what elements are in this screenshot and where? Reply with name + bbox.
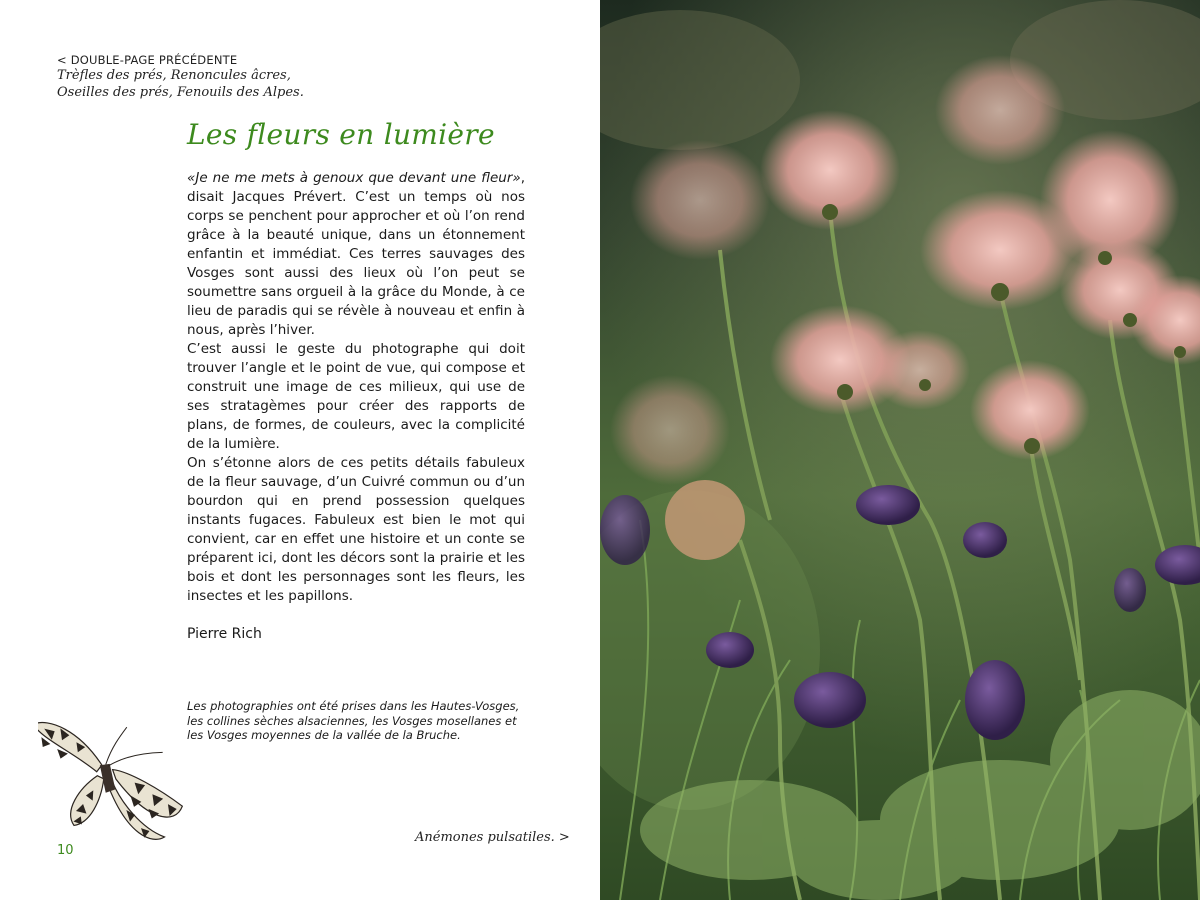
credit-line: les Vosges moyennes de la vallée de la Bruche. [187, 728, 461, 742]
photo-credit-note [187, 699, 532, 743]
article-title: Les fleurs en lumière [187, 118, 495, 151]
paragraph-3: On s’étonne alors de ces petits détails fabuleux de la fleur sauvage, d’un Cuivré commun ou d’un bourdon qui en prend possession quelques instants fugaces. Fabuleux est bien le mot qui convient, car en effet une histoire et un conte se préparent ici, dont les décors sont la prairie et les bois et dont les personnages sont les fleurs, les insectes et les papillons. [187, 455, 525, 604]
paragraph-1 [187, 169, 525, 340]
page-number: 10 [57, 843, 74, 858]
right-page [600, 0, 1200, 900]
paragraph-2: C’est aussi le geste du photographe qui doit trouver l’angle et le point de vue, qui compose et construit une image de ces milieux, qui use de ses stratagèmes pour créer des rapports de plans, de formes, de couleurs, avec la complicité de la lumière. [187, 341, 525, 452]
article-body [187, 169, 525, 606]
previous-spread-caption [57, 67, 357, 101]
previous-caption-line: Oseilles des prés, Fenouils des Alpes. [57, 85, 304, 100]
author-signature: Pierre Rich [187, 626, 262, 642]
previous-spread-label: < DOUBLE-PAGE PRÉCÉDENTE [57, 53, 238, 67]
butterfly-illustration [38, 708, 183, 853]
next-photo-caption: Anémones pulsatiles. > [415, 830, 570, 845]
paragraph-1-text: , disait Jacques Prévert. C’est un temps où nos corps se penchent pour approcher et où l’on rend grâce à la beauté unique, dans un étonnement enfantin et immédiat. Ces terres sauvages des Vosges sont aussi des lieux où l’on peut se soumettre sans orgueil à la grâce du Monde, à ce lieu de paradis qui se révèle à nouveau et enfin à nous, après l’hiver. [187, 170, 525, 338]
credit-line: Les photographies ont été prises dans les Hautes-Vosges, [187, 699, 520, 713]
previous-caption-line: Trèfles des prés, Renoncules âcres, [57, 68, 291, 83]
credit-line: les collines sèches alsaciennes, les Vosges mosellanes et [187, 713, 517, 728]
prevert-quote: «Je ne me mets à genoux que devant une fleur» [187, 170, 521, 186]
pasque-flowers-photo [600, 0, 1200, 900]
